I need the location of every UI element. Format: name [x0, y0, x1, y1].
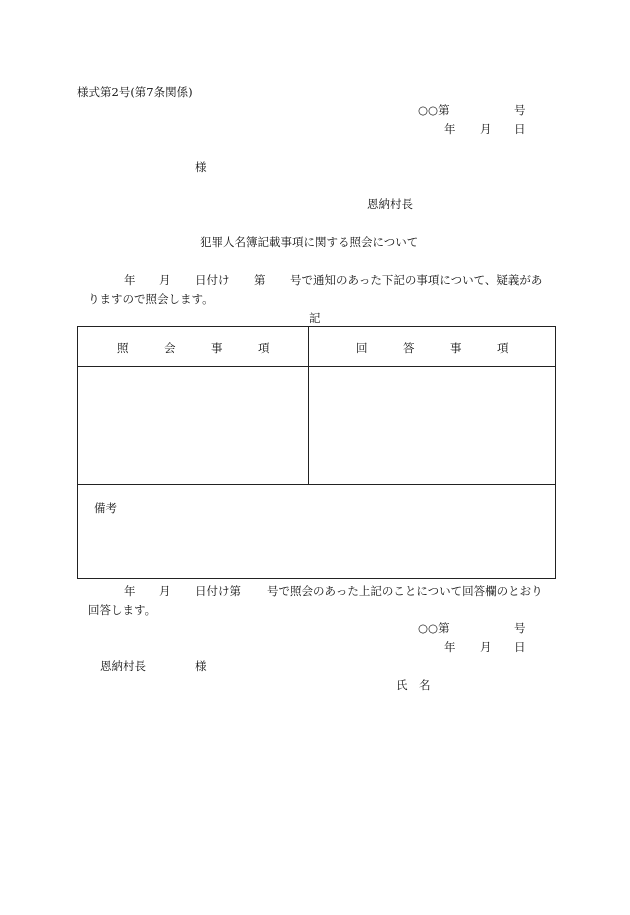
inquiry-year: 年 [124, 273, 136, 287]
ki-label: 記 [309, 311, 321, 325]
document-number-suffix: 号 [514, 103, 526, 117]
table-remarks-divider [78, 484, 555, 485]
remarks-label: 備考 [94, 501, 117, 515]
inquiry-number-prefix: 第 [254, 273, 266, 287]
name-label-char-1: 氏 [396, 678, 408, 692]
col1-header-char-3: 事 [211, 341, 223, 355]
inquiry-response-table [77, 326, 556, 579]
footer-date-month: 月 [480, 640, 492, 654]
date-year: 年 [444, 122, 456, 136]
col2-header-char-4: 項 [497, 341, 509, 355]
reply-year: 年 [124, 584, 136, 598]
footer-date-year: 年 [444, 640, 456, 654]
inquiry-dated: 日付け [195, 273, 230, 287]
table-column-divider [308, 327, 309, 484]
inquiry-body-line2: りますので照会します。 [88, 292, 214, 306]
reply-dated: 日付け第 [195, 584, 241, 598]
footer-addressee: 恩納村長 [100, 659, 146, 673]
inquiry-month: 月 [159, 273, 171, 287]
date-day: 日 [514, 122, 526, 136]
form-label: 様式第2号(第7条関係) [77, 85, 193, 99]
col2-header-char-2: 答 [403, 341, 415, 355]
inquiry-body-text: 号で通知のあった下記の事項について、疑義があ [290, 273, 543, 287]
reply-month: 月 [159, 584, 171, 598]
reply-body-text: 号で照会のあった上記のことについて回答欄のとおり [267, 584, 543, 598]
document-title: 犯罪人名簿記載事項に関する照会について [200, 235, 419, 249]
date-month: 月 [480, 122, 492, 136]
col2-header-char-3: 事 [450, 341, 462, 355]
addressee-honorific: 様 [195, 160, 207, 174]
name-label-char-2: 名 [419, 678, 431, 692]
col1-header-char-1: 照 [117, 341, 129, 355]
footer-number-prefix: ○○第 [418, 621, 450, 635]
footer-honorific: 様 [195, 659, 207, 673]
col2-header-char-1: 回 [356, 341, 368, 355]
table-header-divider [78, 366, 555, 367]
footer-date-day: 日 [514, 640, 526, 654]
col1-header-char-2: 会 [164, 341, 176, 355]
reply-body-line2: 回答します。 [88, 603, 157, 617]
footer-number-suffix: 号 [514, 621, 526, 635]
document-number-prefix: ○○第 [418, 103, 450, 117]
sender-name: 恩納村長 [367, 197, 413, 211]
col1-header-char-4: 項 [258, 341, 270, 355]
